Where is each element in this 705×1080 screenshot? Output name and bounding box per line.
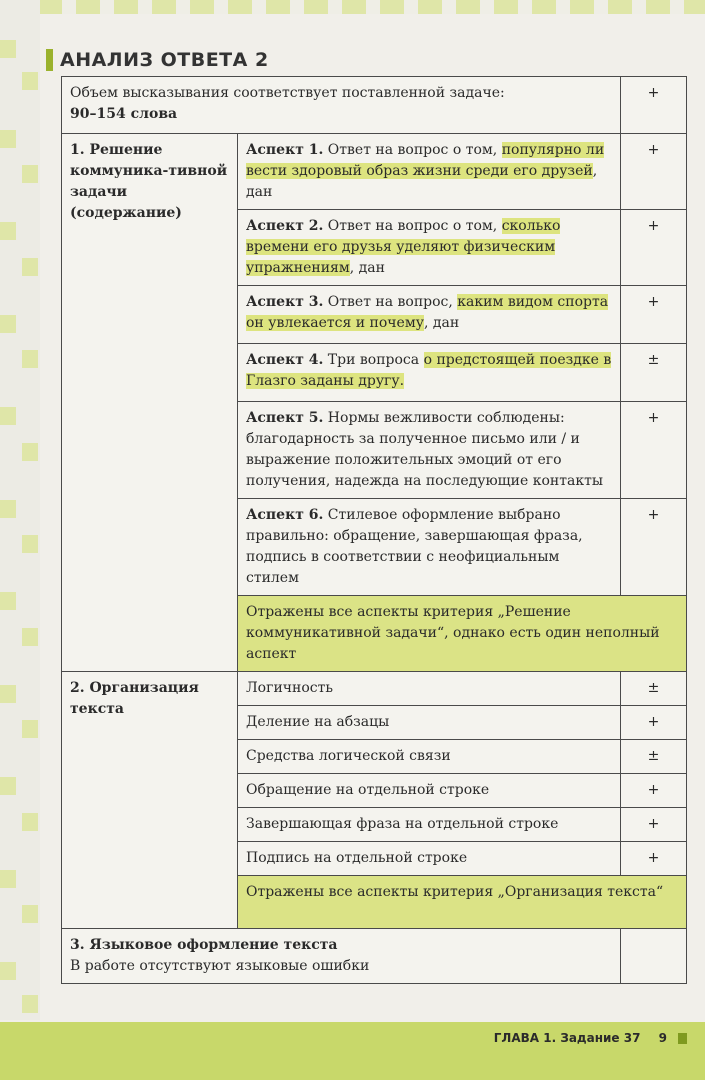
criterion2-summary: Отражены все аспекты критерия „Организация текста“ [238,876,687,929]
org-item-2: Деление на абзацы [238,706,621,740]
criterion1-label: 1. Решение коммуника-тивной задачи (содержание) [62,134,238,672]
criterion2-label: 2. Организация текста [62,672,238,929]
footer-square-icon [678,1033,687,1044]
criterion3-row [62,929,687,984]
aspect-4-mark: ± [621,344,687,402]
aspect-5-mark: + [621,402,687,499]
page-title: АНАЛИЗ ОТВЕТА 2 [60,49,269,71]
org-item-5: Завершающая фраза на отдельной строке [238,808,621,842]
aspect-2: Аспект 2. Ответ на вопрос о том, сколько времени его друзья уделяют физическим упражнениям, дан [238,210,621,286]
criterion3-label: 3. Языковое оформление текста [70,937,338,953]
top-decorative-strip [0,0,705,14]
aspect-6-mark: + [621,499,687,596]
footer-caption [494,1031,667,1045]
aspect-4: Аспект 4. Три вопроса о предстоящей поездке в Глазго заданы другу. [238,344,621,402]
aspect-5: Аспект 5. Нормы вежливости соблюдены: благодарность за полученное письмо или / и выражение положительных эмоций от его получения, надежда на последующие контакты [238,402,621,499]
aspect-2-mark: + [621,210,687,286]
volume-text: Объем высказывания соответствует поставленной задаче: [70,85,505,101]
criterion2-row [62,672,687,706]
criterion3-text: В работе отсутствуют языковые ошибки [70,958,370,974]
left-decorative-strip [0,0,40,1020]
aspect-3-mark: + [621,286,687,344]
volume-mark: + [621,77,687,134]
org-item-1-mark: ± [621,672,687,706]
org-item-3-mark: ± [621,740,687,774]
title-accent-bar [46,49,53,71]
org-item-6-mark: + [621,842,687,876]
criterion3-mark [621,929,687,984]
org-item-1: Логичность [238,672,621,706]
org-item-2-mark: + [621,706,687,740]
volume-words: 90–154 слова [70,106,178,122]
org-item-5-mark: + [621,808,687,842]
section-header [46,48,269,72]
org-item-4-mark: + [621,774,687,808]
aspect-1-mark: + [621,134,687,210]
page-number: 9 [658,1031,667,1045]
criterion1-summary: Отражены все аспекты критерия „Решение коммуникативной задачи“, однако есть один неполный аспект [238,596,687,672]
aspect-6: Аспект 6. Стилевое оформление выбрано правильно: обращение, завершающая фраза, подпись в соответствии с неофициальным стилем [238,499,621,596]
aspect-3: Аспект 3. Ответ на вопрос, каким видом спорта он увлекается и почему, дан [238,286,621,344]
aspect-1: Аспект 1. Ответ на вопрос о том, популярно ли вести здоровый образ жизни среди его друзей, дан [238,134,621,210]
org-item-3: Средства логической связи [238,740,621,774]
analysis-table [61,76,687,984]
criterion3-cell [62,929,621,984]
volume-cell [62,77,621,134]
org-item-6: Подпись на отдельной строке [238,842,621,876]
footer-task: Задание 37 [560,1031,641,1045]
org-item-4: Обращение на отдельной строке [238,774,621,808]
volume-row [62,77,687,134]
footer-chapter: ГЛАВА 1. [493,1031,557,1045]
criterion1-row [62,134,687,210]
